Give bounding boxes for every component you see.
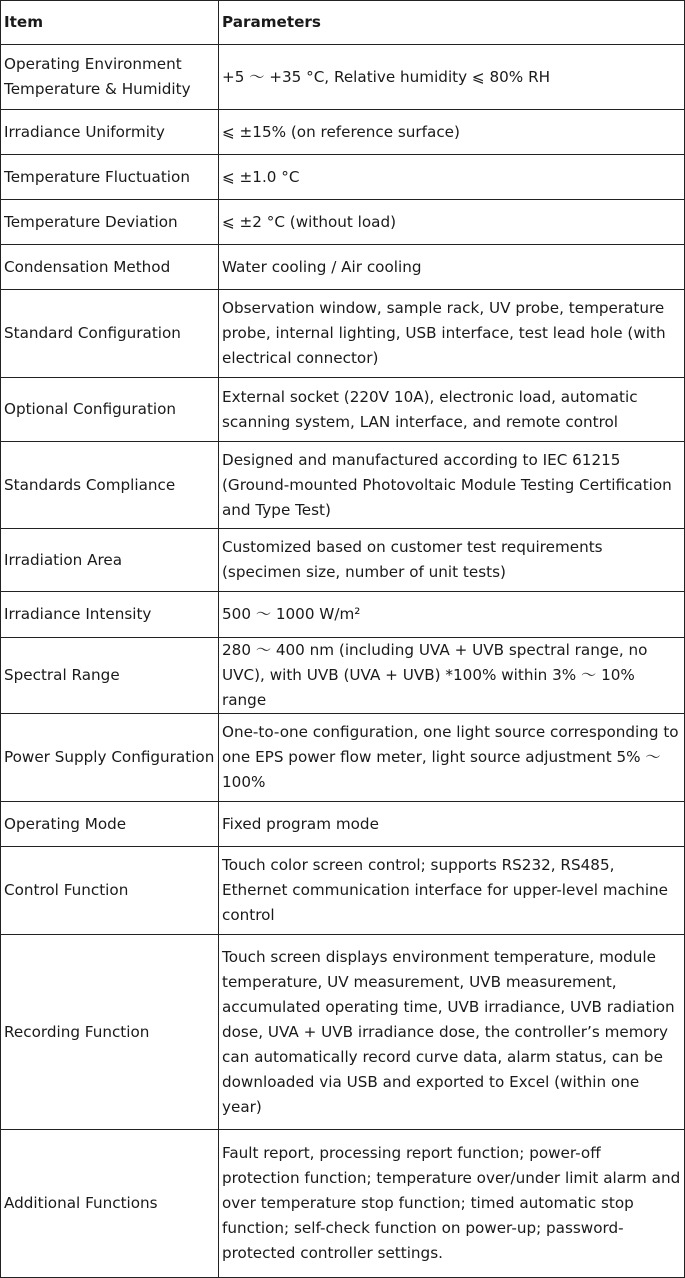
row-value: ⩽ ±1.0 °C bbox=[219, 155, 685, 200]
row-value: +5 ～ +35 °C, Relative humidity ⩽ 80% RH bbox=[219, 45, 685, 110]
row-item: Control Function bbox=[1, 847, 219, 935]
row-value: Water cooling / Air cooling bbox=[219, 245, 685, 290]
row-item: Optional Configuration bbox=[1, 378, 219, 442]
row-value: Fault report, processing report function; power-off protection function; temperature over/under limit alarm and over temperature stop function; timed automatic stop function; self-check function on power-up; password-protected controller settings. bbox=[219, 1130, 685, 1278]
header-parameters: Parameters bbox=[219, 1, 685, 45]
table-row bbox=[1, 592, 685, 638]
row-item: Irradiance Intensity bbox=[1, 592, 219, 638]
row-value: Touch color screen control; supports RS232, RS485, Ethernet communication interface for upper-level machine control bbox=[219, 847, 685, 935]
table-row bbox=[1, 847, 685, 935]
table-row bbox=[1, 155, 685, 200]
row-item: Standard Configuration bbox=[1, 290, 219, 378]
row-value: 500 ～ 1000 W/m² bbox=[219, 592, 685, 638]
row-item: Power Supply Configuration bbox=[1, 714, 219, 802]
row-item: Standards Compliance bbox=[1, 442, 219, 529]
table-header-row bbox=[1, 1, 685, 45]
row-value: Observation window, sample rack, UV probe, temperature probe, internal lighting, USB interface, test lead hole (with electrical connector) bbox=[219, 290, 685, 378]
row-value: External socket (220V 10A), electronic load, automatic scanning system, LAN interface, and remote control bbox=[219, 378, 685, 442]
row-item: Recording Function bbox=[1, 935, 219, 1130]
header-item: Item bbox=[1, 1, 219, 45]
table-row bbox=[1, 714, 685, 802]
table-row bbox=[1, 638, 685, 714]
row-value: Touch screen displays environment temperature, module temperature, UV measurement, UVB measurement, accumulated operating time, UVB irradiance, UVB radiation dose, UVA + UVB irradiance dose, the controller’s memory can automatically record curve data, alarm status, can be downloaded via USB and exported to Excel (within one year) bbox=[219, 935, 685, 1130]
row-item: Additional Functions bbox=[1, 1130, 219, 1278]
table-row bbox=[1, 378, 685, 442]
table-row bbox=[1, 110, 685, 155]
row-value: Fixed program mode bbox=[219, 802, 685, 847]
row-item: Spectral Range bbox=[1, 638, 219, 714]
row-item: Irradiance Uniformity bbox=[1, 110, 219, 155]
table-row bbox=[1, 442, 685, 529]
row-value: Designed and manufactured according to IEC 61215 (Ground-mounted Photovoltaic Module Testing Certification and Type Test) bbox=[219, 442, 685, 529]
row-value: ⩽ ±15% (on reference surface) bbox=[219, 110, 685, 155]
table-row bbox=[1, 802, 685, 847]
table-row bbox=[1, 45, 685, 110]
row-value: 280 ～ 400 nm (including UVA + UVB spectral range, no UVC), with UVB (UVA + UVB) *100% within 3% ～ 10% range bbox=[219, 638, 685, 714]
row-value: One-to-one configuration, one light source corresponding to one EPS power flow meter, light source adjustment 5% ～ 100% bbox=[219, 714, 685, 802]
table-row bbox=[1, 1130, 685, 1278]
table-row bbox=[1, 935, 685, 1130]
row-value: ⩽ ±2 °C (without load) bbox=[219, 200, 685, 245]
row-item: Temperature Fluctuation bbox=[1, 155, 219, 200]
table-row bbox=[1, 529, 685, 592]
table-row bbox=[1, 290, 685, 378]
row-item: Irradiation Area bbox=[1, 529, 219, 592]
row-item: Operating Mode bbox=[1, 802, 219, 847]
table-row bbox=[1, 200, 685, 245]
row-item: Condensation Method bbox=[1, 245, 219, 290]
row-item: Temperature Deviation bbox=[1, 200, 219, 245]
table-row bbox=[1, 245, 685, 290]
row-value: Customized based on customer test requirements (specimen size, number of unit tests) bbox=[219, 529, 685, 592]
row-item: Operating Environment Temperature & Humidity bbox=[1, 45, 219, 110]
